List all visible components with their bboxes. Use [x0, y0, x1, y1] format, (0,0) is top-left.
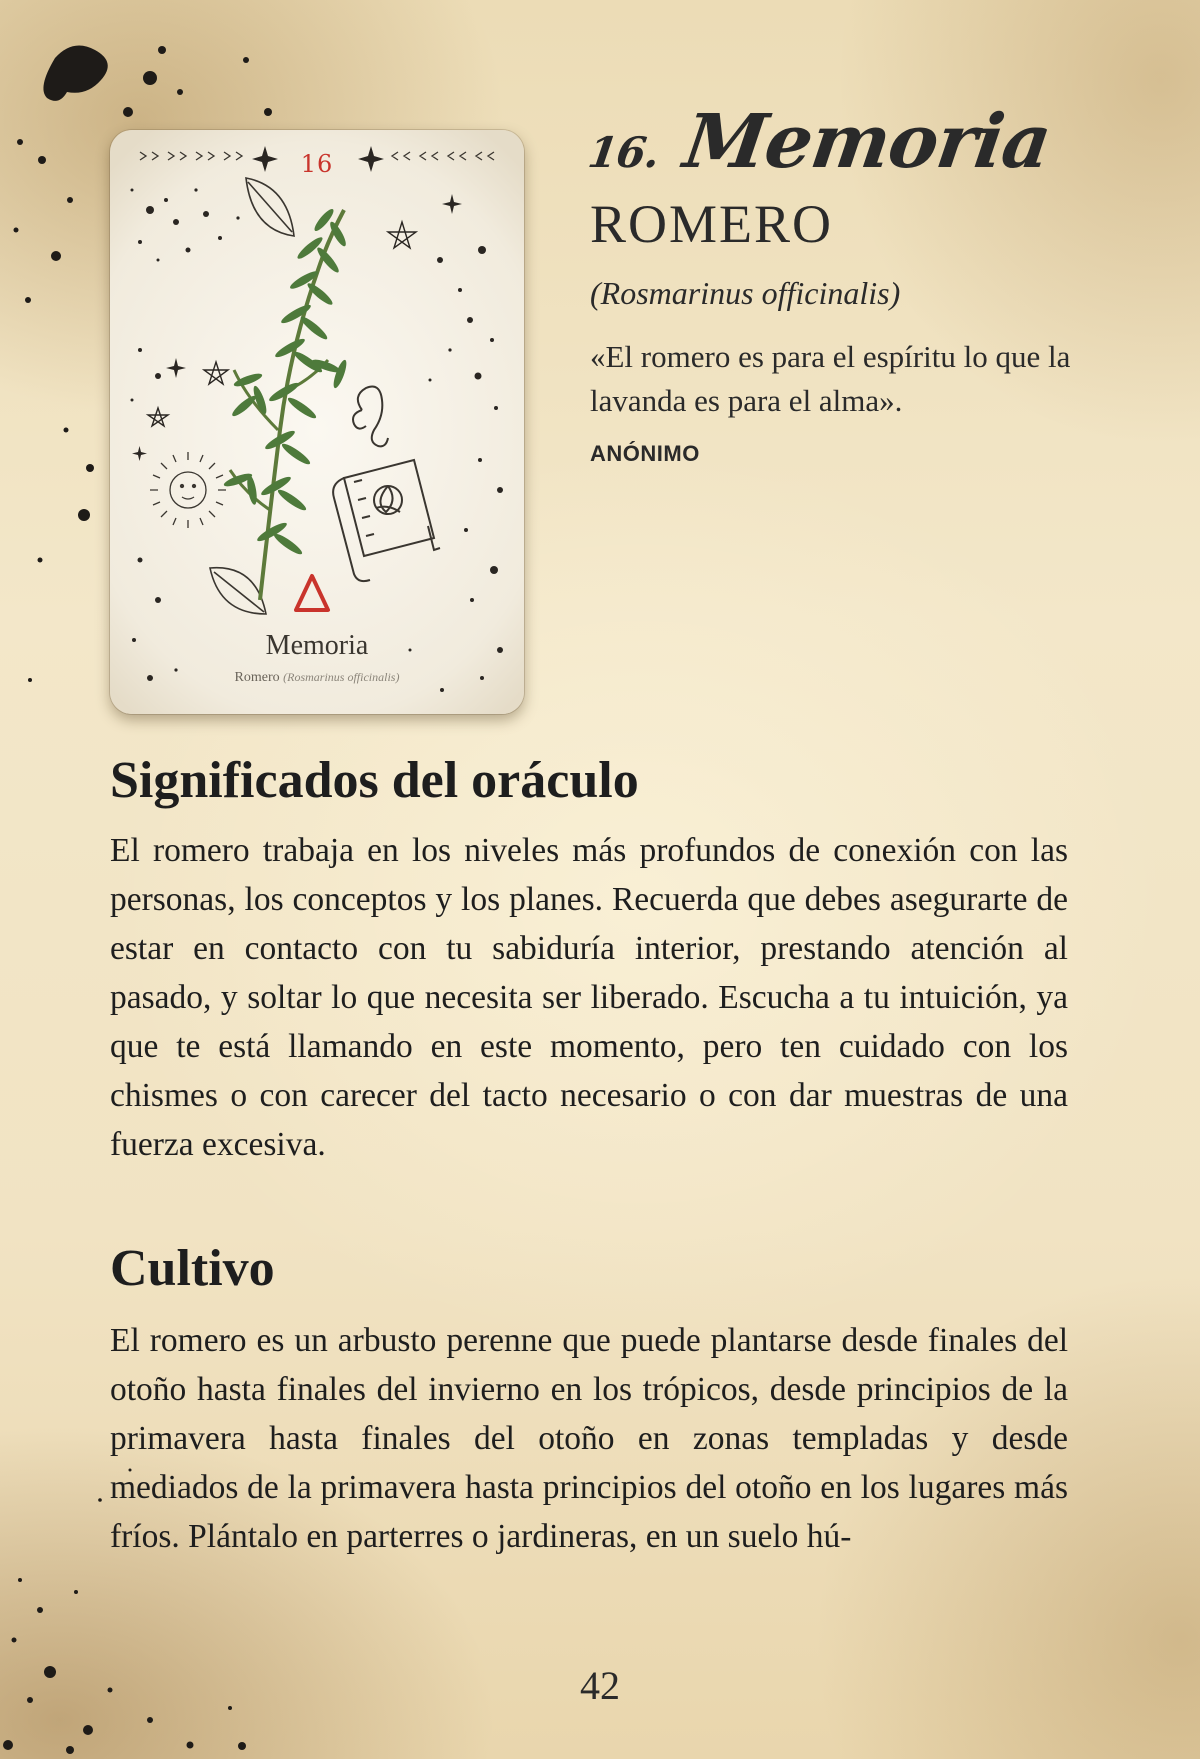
leaf-icon [246, 178, 294, 236]
fire-element-triangle-icon [296, 576, 328, 610]
card-subtitle-latin: (Rosmarinus officinalis) [283, 670, 400, 684]
latin-name: (Rosmarinus officinalis) [590, 275, 901, 311]
card-title: Memoria [265, 630, 369, 661]
quote-author: ANÓNIMO [590, 441, 700, 466]
heading-number: 16. [585, 128, 663, 177]
heading-title: Memoria [678, 99, 1056, 185]
oracle-card [110, 130, 524, 714]
section-title-significados: Significados del oráculo [110, 752, 639, 809]
card-heading [585, 99, 1115, 185]
leaf-icon [210, 568, 266, 614]
card-number: 16 [300, 150, 334, 178]
card-heading-block [585, 99, 1110, 467]
card-subtitle-common: Romero [234, 670, 280, 685]
quote: «El romero es para el espíritu lo que la lavanda es para el alma». [590, 339, 1071, 418]
section-text-cultivo: El romero es un arbusto perenne que puede plantarse desde finales del otoño hasta finales del invierno en los trópicos, desde principios de la primavera hasta finales del otoño en zonas templadas y desde mediados de la primavera hasta principios del otoño en los lugares más fríos. Plántalo en parterres o jardineras, en un suelo hú- [110, 1322, 1068, 1555]
plant-name: ROMERO [590, 194, 834, 254]
leo-zodiac-icon [353, 387, 388, 447]
sun-icon [150, 452, 226, 528]
section-title-cultivo: Cultivo [110, 1240, 275, 1297]
page-number: 42 [580, 1663, 620, 1708]
card-illustration [110, 130, 524, 714]
card-subtitle [110, 670, 524, 686]
section-text-significados: El romero trabaja en los niveles más profundos de conexión con las personas, los conceptos y los planes. Recuerda que debes asegurarte de estar en contacto con tu sabiduría interior, prestando atención al pasado, y soltar lo que necesita ser liberado. Escucha a tu intuición, ya que te está llamando en este momento, pero ten cuidado con los chismes o con carecer del tacto necesario o con dar muestras de una fuerza excesiva. [110, 832, 1068, 1163]
rosemary-plant-illustration [223, 207, 349, 600]
book-icon [333, 460, 440, 581]
